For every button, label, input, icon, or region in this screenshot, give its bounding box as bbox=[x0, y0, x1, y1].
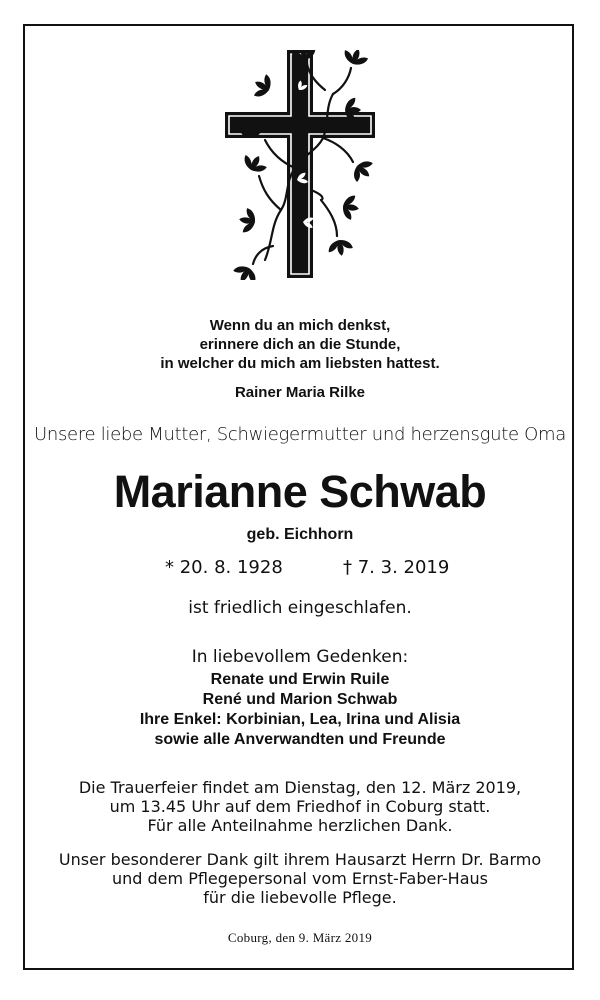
funeral-line: Die Trauerfeier findet am Dienstag, den 12. März 2019, bbox=[78, 778, 522, 797]
birth-date: * 20. 8. 1928 bbox=[165, 557, 283, 578]
thanks-note bbox=[25, 850, 575, 907]
place-and-date: Coburg, den 9. März 2019 bbox=[227, 930, 373, 945]
passing-text: ist friedlich eingeschlafen. bbox=[188, 598, 412, 618]
mourner-line: sowie alle Anverwandten und Freunde bbox=[154, 731, 446, 748]
funeral-info bbox=[25, 778, 575, 835]
deceased-intro: Unsere liebe Mutter, Schwiegermutter und herzensgute Oma bbox=[34, 424, 566, 445]
deceased-name: Marianne Schwab bbox=[113, 466, 487, 517]
quote-line: Wenn du an mich denkst, bbox=[209, 317, 391, 334]
memorial-quote bbox=[25, 316, 575, 373]
mourners-label: In liebevollem Gedenken: bbox=[191, 647, 409, 667]
mourner-line: René und Marion Schwab bbox=[202, 691, 398, 708]
death-date: † 7. 3. 2019 bbox=[343, 557, 450, 578]
cross-with-ivy-icon bbox=[225, 50, 375, 280]
thanks-line: für die liebevolle Pflege. bbox=[203, 888, 397, 907]
mourner-line: Renate und Erwin Ruile bbox=[210, 671, 390, 688]
birth-name: geb. Eichhorn bbox=[246, 526, 354, 543]
mourner-line: Ihre Enkel: Korbinian, Lea, Irina und Alisia bbox=[139, 711, 461, 728]
mourners-list bbox=[25, 670, 575, 750]
funeral-line: um 13.45 Uhr auf dem Friedhof in Coburg statt. bbox=[109, 797, 491, 816]
quote-author: Rainer Maria Rilke bbox=[234, 384, 366, 401]
thanks-line: Unser besonderer Dank gilt ihrem Hausarzt Herrn Dr. Barmo bbox=[58, 850, 542, 869]
quote-line: in welcher du mich am liebsten hattest. bbox=[160, 355, 440, 372]
quote-line: erinnere dich an die Stunde, bbox=[199, 336, 401, 353]
funeral-line: Für alle Anteilnahme herzlichen Dank. bbox=[147, 816, 453, 835]
thanks-line: und dem Pflegepersonal vom Ernst-Faber-Haus bbox=[112, 869, 488, 888]
